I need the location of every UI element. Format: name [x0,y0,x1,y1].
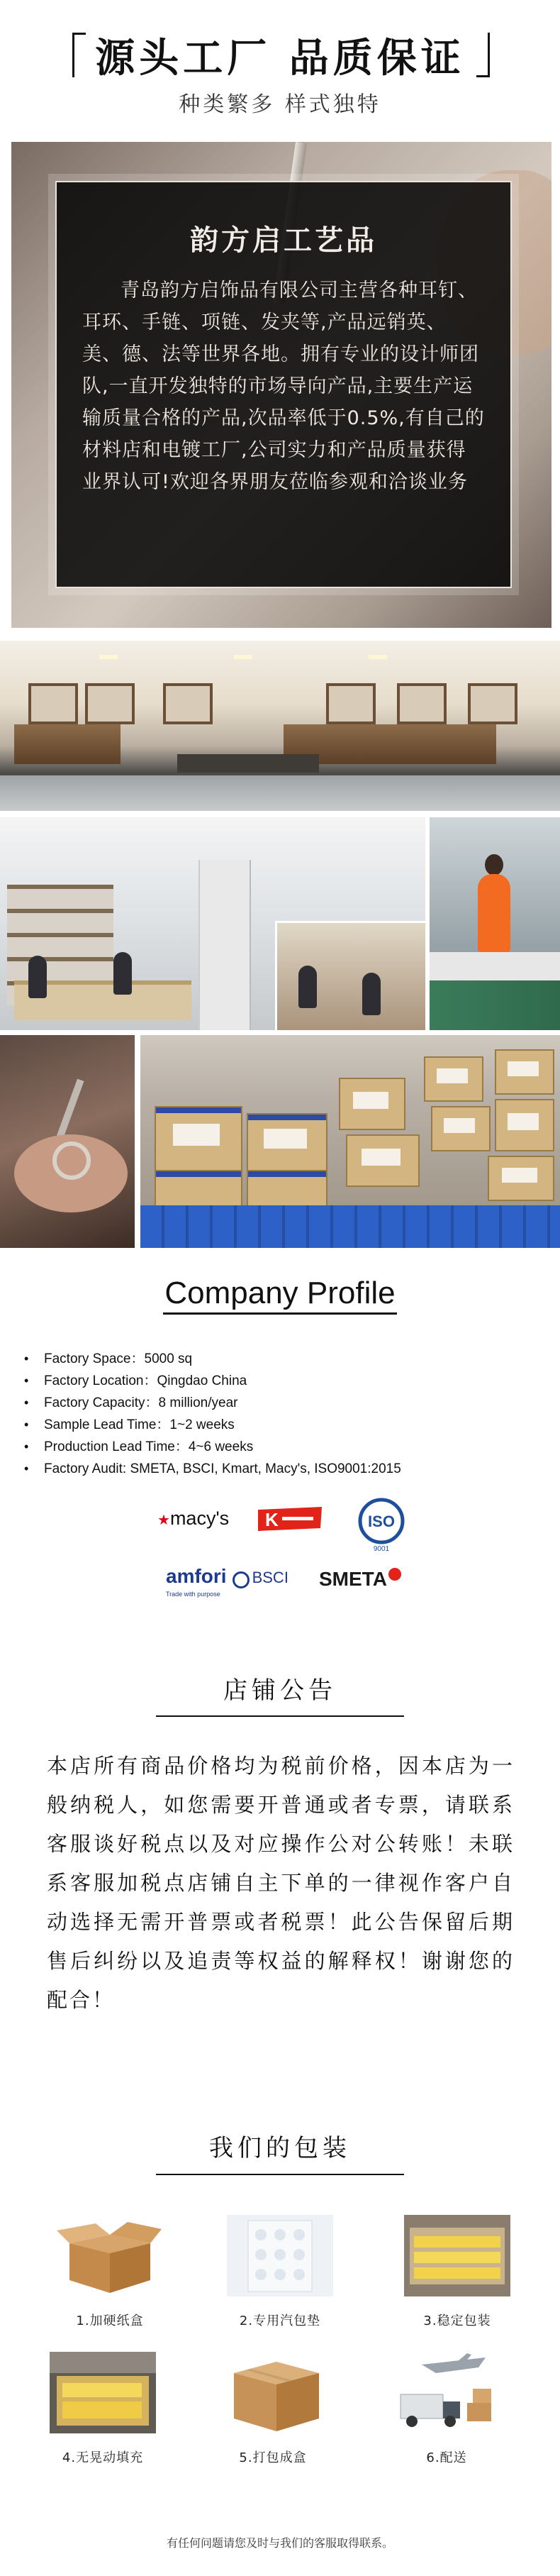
page-header [0,0,560,135]
profile-item: • Factory Space：5000 sq [21,1348,546,1370]
shipping-box [488,1156,554,1201]
office-photo [0,817,425,1030]
delivery-transport-icon [393,2352,500,2433]
packed-box-icon [404,2215,510,2296]
carton-box-icon [57,2215,163,2296]
shipping-box [431,1106,491,1151]
packaging-step: 3.稳定包装 [404,2215,510,2329]
profile-item: • Factory Location：Qingdao China [21,1370,546,1392]
craft-title: 韵方启工艺品 [190,224,377,257]
craft-text-box [55,181,512,588]
sealed-box-icon [220,2352,326,2433]
ring-piece [52,1141,91,1180]
packaging-title: 我们的包装 [209,2134,351,2162]
display-shelf [14,724,121,764]
shipping-box [424,1056,483,1102]
macys-logo: ★macy's [157,1508,230,1529]
packaging-step: 6.配送 [393,2352,500,2466]
showroom-photo [0,641,560,811]
staff-figure [362,973,381,1015]
wall-frame [163,683,213,724]
wall-frame [326,683,376,724]
wall-frame [85,683,135,724]
company-profile-list [21,1348,546,1480]
staff-figure [298,966,317,1008]
worker-figure [478,874,510,952]
staff-figure [28,956,47,998]
showroom-floor [0,775,560,811]
svg-text:K: K [265,1509,279,1530]
staff-figure [113,952,132,995]
store-notice-title: 店铺公告 [223,1676,337,1705]
profile-item: • Production Lead Time：4~6 weeks [21,1436,546,1458]
craft-intro-banner [11,142,551,628]
svg-text:9001: 9001 [373,1545,390,1552]
svg-text:ISO: ISO [368,1513,395,1530]
profile-item: • Factory Audit: SMETA, BSCI, Kmart, Macy's, ISO9001:2015 [21,1458,546,1480]
divider [156,1715,404,1717]
smeta-dot-icon [388,1568,401,1581]
shipping-box [155,1106,242,1173]
iso-logo [353,1496,410,1552]
showroom-table [177,754,319,773]
work-bench [430,952,560,980]
kmart-logo [258,1507,323,1531]
amfori-circle-icon [233,1571,250,1588]
office-pillar [198,860,251,1030]
packaging-step: 1.加硬纸盒 [57,2215,163,2329]
production-belt [430,980,560,1030]
divider [156,2174,404,2175]
packaging-step: 5.打包成盒 [220,2352,326,2466]
profile-item: • Sample Lead Time：1~2 weeks [21,1414,546,1436]
wall-frame [28,683,78,724]
warehouse-boxes-photo [140,1035,560,1248]
wall-frame [468,683,517,724]
worker-photo [430,817,560,1030]
filled-box-icon [50,2352,156,2433]
page-title: 源头工厂 品质保证 [95,35,465,82]
bubble-pad-icon [227,2215,333,2296]
page-subtitle: 种类繁多 样式独特 [179,92,381,117]
shipping-box [339,1078,405,1130]
ceiling-light [369,655,387,659]
handcraft-closeup-photo [0,1035,135,1248]
ceiling-light [99,655,118,659]
shipping-box [346,1134,420,1187]
packaging-step: 4.无晃动填充 [50,2352,156,2466]
amfori-bsci-logo: amfori BSCI Trade with purpose [166,1565,289,1598]
company-profile-title: Company Profile [0,1276,560,1311]
shipping-box [495,1049,554,1095]
bracket-right-decoration [476,33,490,77]
store-notice-text: 本店所有商品价格均为税前价格，因本店为一般纳税人，如您需要开普通或者专票，请联系客服谈好税点以及对应操作公对公转账！未联系客服加税点店铺自主下单的一律视作客户自动选择无需开普票或者税票！此公告保留后期售后纠纷以及追责等权益的解释权！谢谢您的配合！ [47,1754,515,2012]
craft-description: 青岛韵方启饰品有限公司主营各种耳钉、耳环、手链、项链、发夹等,产品远销英、美、德、法等世界各地。拥有专业的设计师团队,一直开发独特的市场导向产品,主要生产运输质量合格的产品,次品率低于0.5%,有自己的材料店和电镀工厂,公司实力和产品质量获得业界认可!欢迎各界朋友莅临参观和洽谈业务 [82,280,485,493]
shipping-box [247,1113,327,1173]
office-inset-photo [275,921,425,1030]
star-icon: ★ [157,1513,170,1528]
smeta-logo: SMETA [319,1568,404,1596]
ceiling-light [234,655,252,659]
packaging-step: 2.专用汽包垫 [227,2215,333,2329]
wall-frame [397,683,447,724]
worker-head [485,854,503,875]
profile-item: • Factory Capacity：8 million/year [21,1392,546,1414]
footer-contact-note: 有任何问题请您及时与我们的客服取得联系。 [166,2536,393,2550]
shipping-box [495,1099,554,1151]
blue-pallet [140,1205,560,1248]
